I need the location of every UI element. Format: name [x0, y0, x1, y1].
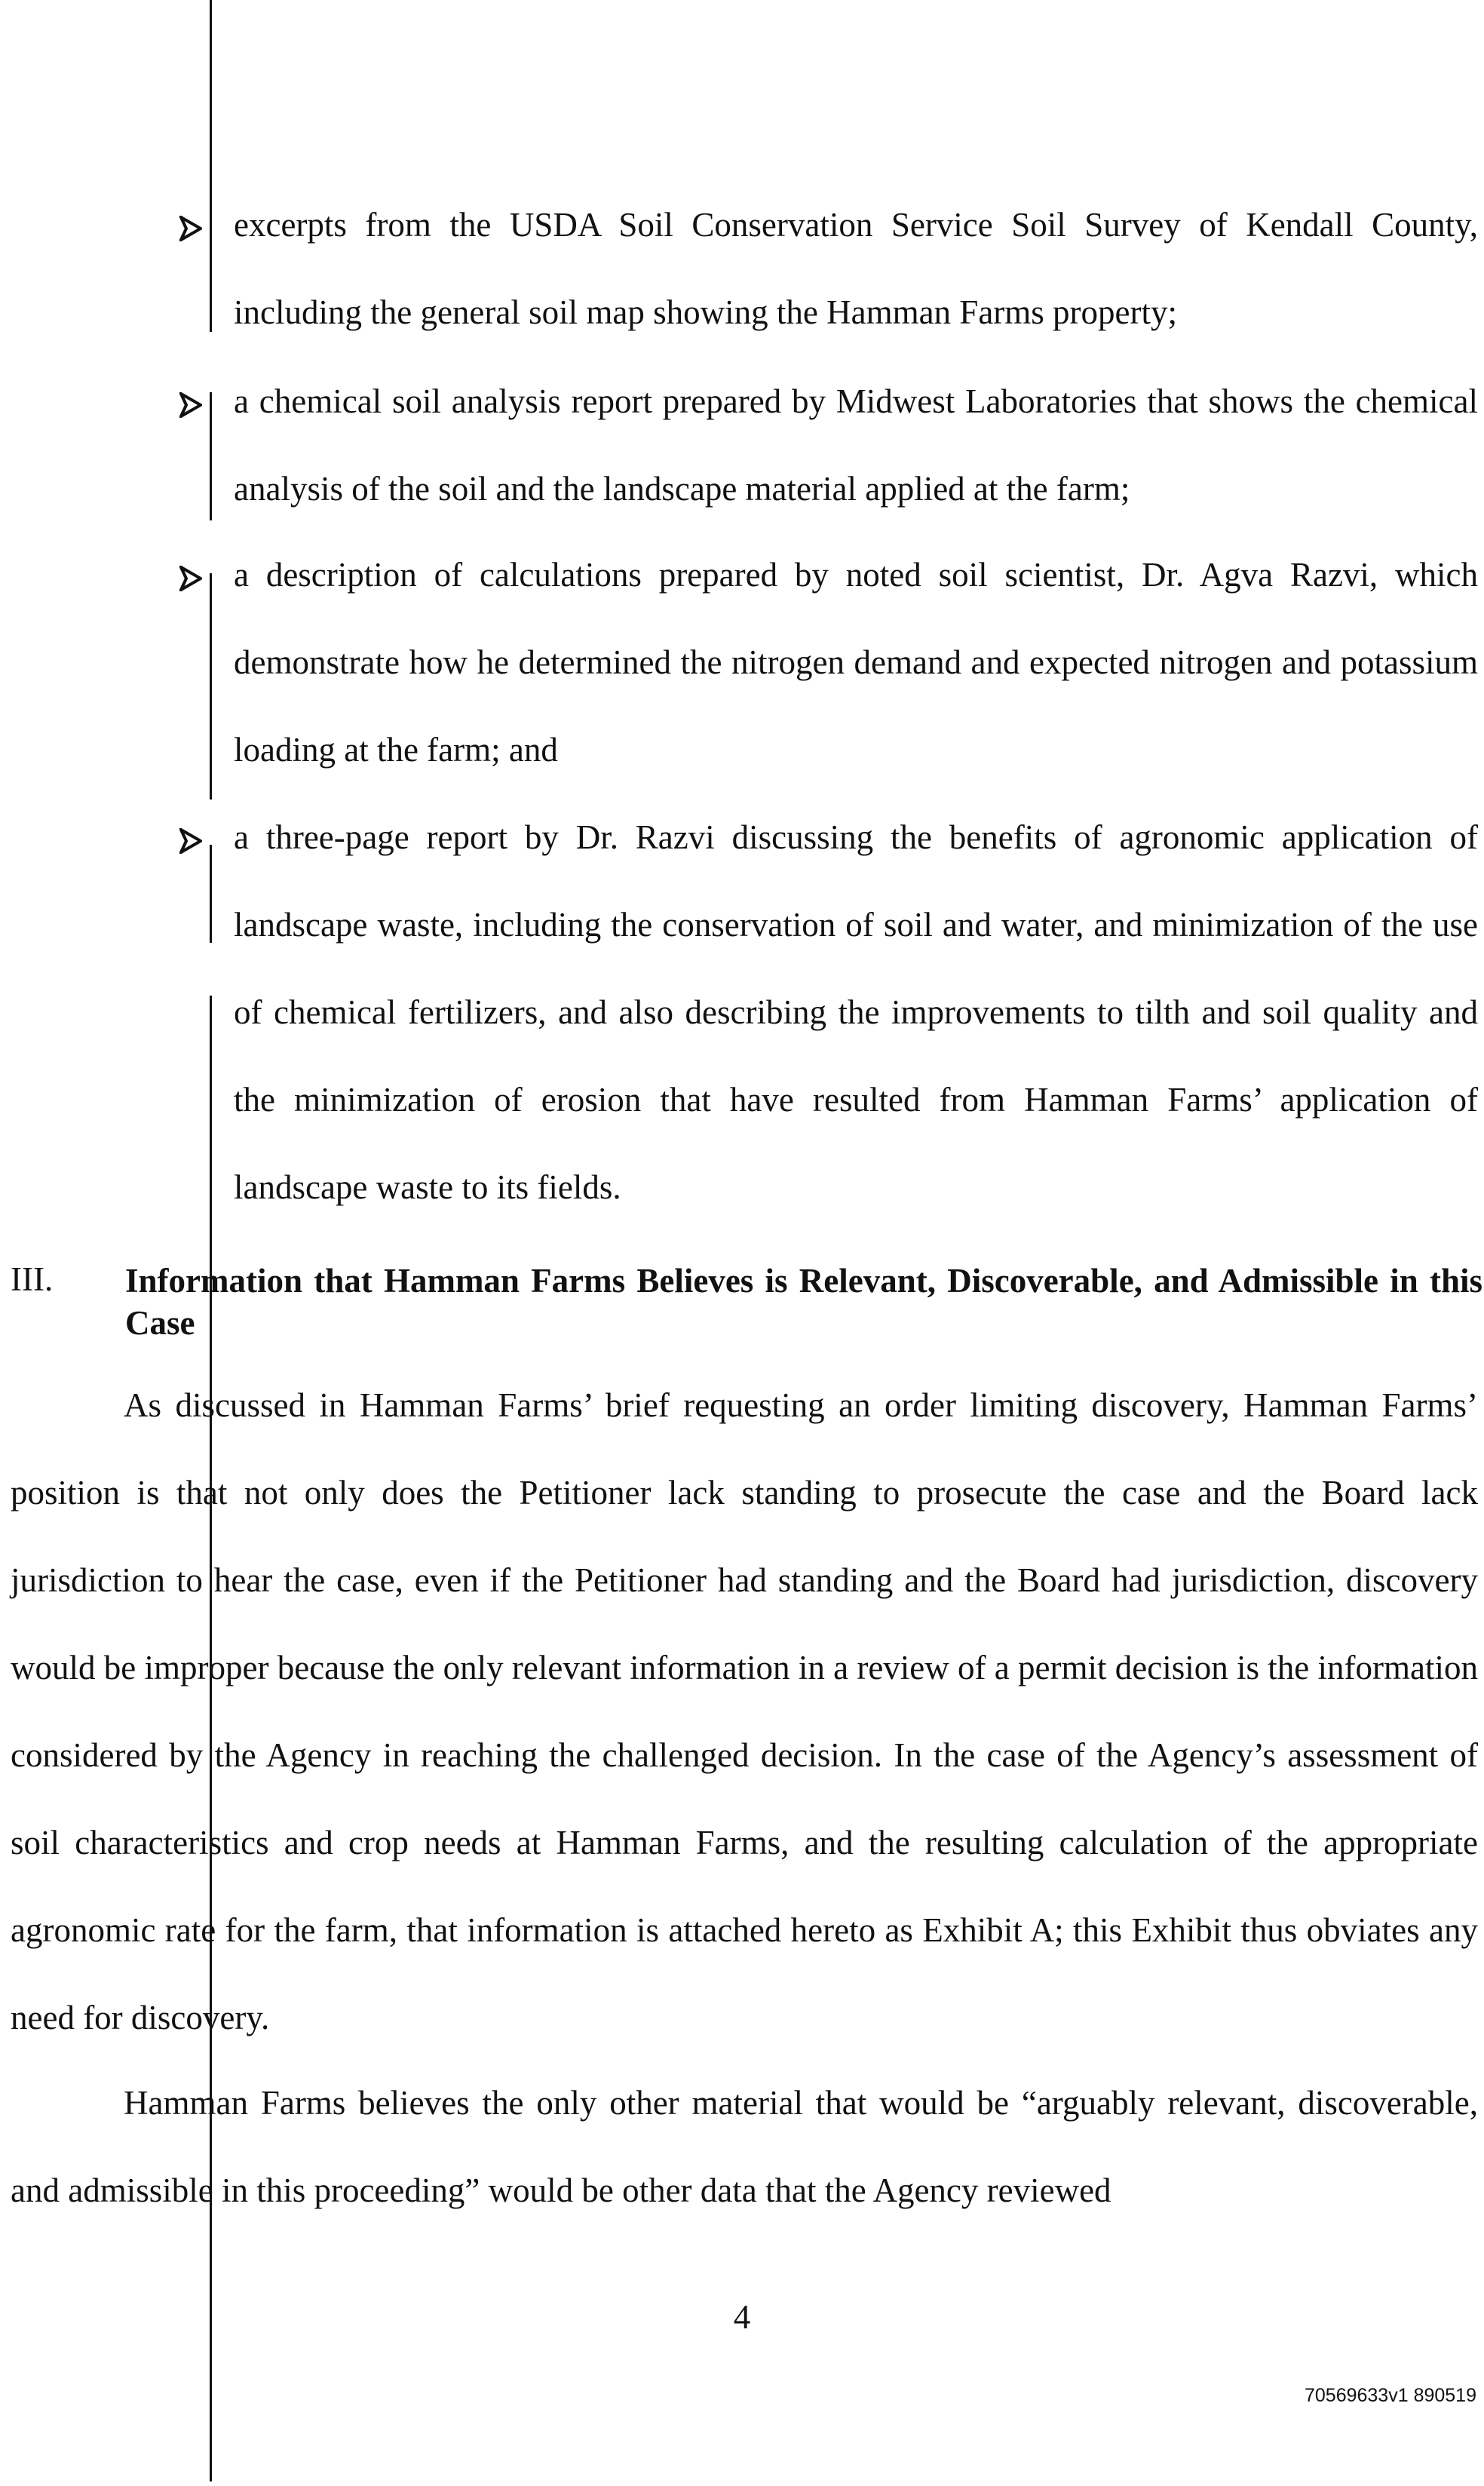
- list-item-text: a chemical soil analysis report prepared by Midwest Laboratories that shows the chemical analysis of the soil and the landscape material applied at the farm;: [234, 382, 1478, 508]
- scan-vertical-line: [210, 0, 212, 332]
- scan-vertical-line: [210, 573, 212, 800]
- scan-vertical-line: [210, 996, 212, 1252]
- body-paragraph: As discussed in Hamman Farms’ brief requesting an order limiting discovery, Hamman Farms’ position is that not only does the Petitioner lack standing to prosecute the case and the Board lack jurisdiction to hear the case, even if the Petitioner had standing and the Board had jurisdiction, discovery would be improper because the only relevant information in a review of a permit decision is the information considered by the Agency in reaching the challenged decision. In the case of the Agency’s assessment of soil characteristics and crop needs at Hamman Farms, and the resulting calculation of the appropriate agronomic rate for the farm, that information is attached hereto as Exhibit A; this Exhibit thus obviates any need for discovery.: [11, 1386, 1478, 2036]
- document-id: 70569633v1 890519: [1304, 2385, 1476, 2406]
- list-item-text: a three-page report by Dr. Razvi discussing the benefits of agronomic application of landscape waste, including the conservation of soil and water, and minimization of the use of chemical fertilizers, and also describing the improvements to tilth and soil quality and the minimization of erosion that have resulted from Hamman Farms’ application of landscape waste to its fields.: [234, 818, 1478, 1206]
- arrowhead-bullet-icon: [179, 828, 202, 854]
- body-paragraph: Hamman Farms believes the only other material that would be “arguably relevant, discoverable, and admissible in this proceeding” would be other data that the Agency reviewed: [11, 2084, 1478, 2209]
- arrowhead-bullet-icon: [179, 216, 202, 241]
- page-number: 4: [733, 2298, 751, 2336]
- scan-vertical-line: [210, 845, 212, 943]
- section-number: III.: [11, 1260, 54, 1298]
- scan-vertical-line: [210, 392, 212, 520]
- arrowhead-bullet-icon: [179, 566, 202, 591]
- arrowhead-bullet-icon: [179, 392, 202, 418]
- list-item-text: excerpts from the USDA Soil Conservation Service Soil Survey of Kendall County, including the general soil map showing the Hamman Farms property;: [234, 206, 1478, 331]
- list-item-text: a description of calculations prepared by noted soil scientist, Dr. Agva Razvi, which demonstrate how he determined the nitrogen demand and expected nitrogen and potassium loading at the farm; and: [234, 556, 1478, 769]
- section-heading: Information that Hamman Farms Believes is Relevant, Discoverable, and Admissible in this Case: [125, 1262, 1482, 1342]
